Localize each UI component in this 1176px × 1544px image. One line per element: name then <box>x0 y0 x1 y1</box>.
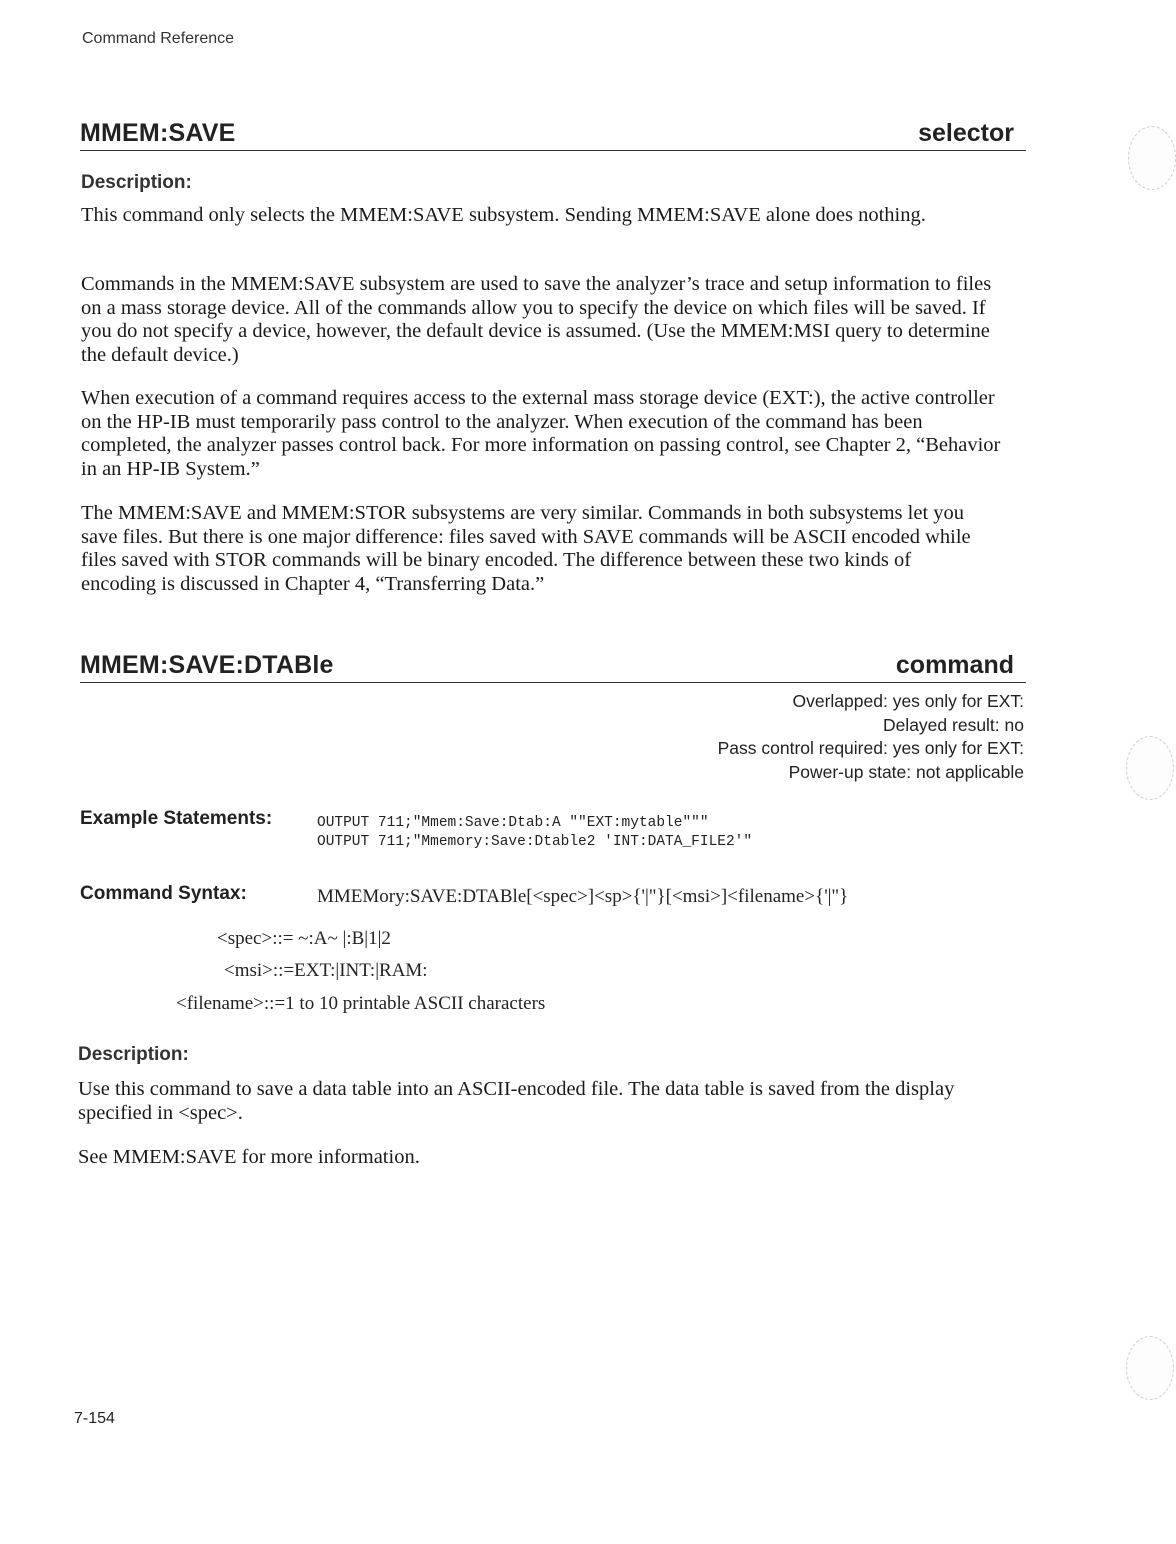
punch-hole-middle <box>1126 736 1174 800</box>
running-head: Command Reference <box>82 30 235 47</box>
command-attributes <box>718 690 1024 784</box>
punch-hole-bottom <box>1126 1336 1174 1400</box>
paragraph: When execution of a command requires access to the external mass storage device (EXT:), the active controller on the HP-IB must temporarily pass control to the analyzer. When execution of the command has been completed, the analyzer passes control back. For more information on passing control, see Chapter 2, “Behavior in an HP-IB System.” <box>81 387 1001 480</box>
paragraph: The MMEM:SAVE and MMEM:STOR subsystems are very similar. Commands in both subsystems let you save files. But there is one major difference: files saved with SAVE commands will be ASCII encoded while files saved with STOR commands will be binary encoded. The difference between these two kinds of encoding is discussed in Chapter 4, “Transferring Data.” <box>81 502 971 595</box>
paragraph: This command only selects the MMEM:SAVE subsystem. Sending MMEM:SAVE alone does nothing. <box>81 204 926 226</box>
paragraph: Use this command to save a data table into an ASCII-encoded file. The data table is saved from the display specified in <spec>. <box>78 1078 955 1124</box>
syntax-definition-spec: <spec>::= ~:A~ |:B|1|2 <box>217 928 391 949</box>
attribute-pass-control: Pass control required: yes only for EXT: <box>717 738 1024 758</box>
paragraph: Commands in the MMEM:SAVE subsystem are used to save the analyzer’s trace and setup information to files on a mass storage device. All of the commands allow you to specify the device on which files will be saved. If you do not specify a device, however, the default device is assumed. (Use the MMEM:MSI query to determine the default device.) <box>81 273 992 366</box>
section-title: MMEM:SAVE:DTABle <box>80 651 334 679</box>
page-number: 7-154 <box>74 1410 115 1427</box>
command-syntax: MMEMory:SAVE:DTABle[<spec>]<sp>{'|"}[<msi>]<filename>{'|"} <box>317 886 849 907</box>
section-header-mmem-save <box>80 116 1026 151</box>
punch-hole-top <box>1128 126 1176 190</box>
syntax-definition-filename: <filename>::=1 to 10 printable ASCII characters <box>176 993 546 1014</box>
example-statement: OUTPUT 711;"Mmemory:Save:Dtable2 'INT:DATA_FILE2'" <box>317 834 753 850</box>
section-kind-label: selector <box>918 119 1014 147</box>
attribute-overlapped: Overlapped: yes only for EXT: <box>792 691 1024 711</box>
section-kind-label: command <box>895 651 1014 679</box>
example-statement: OUTPUT 711;"Mmem:Save:Dtab:A ""EXT:mytable""" <box>317 815 709 831</box>
section-header-mmem-save-dtable <box>80 648 1026 683</box>
description-heading: Description: <box>81 172 192 193</box>
description-heading: Description: <box>78 1044 189 1065</box>
attribute-power-up-state: Power-up state: not applicable <box>788 761 1024 782</box>
example-statements-label: Example Statements: <box>80 808 273 829</box>
syntax-definition-msi: <msi>::=EXT:|INT:|RAM: <box>224 960 428 981</box>
paragraph: See MMEM:SAVE for more information. <box>78 1146 420 1168</box>
section-title: MMEM:SAVE <box>80 119 236 147</box>
attribute-delayed-result: Delayed result: no <box>882 714 1024 735</box>
command-syntax-label: Command Syntax: <box>80 883 247 904</box>
